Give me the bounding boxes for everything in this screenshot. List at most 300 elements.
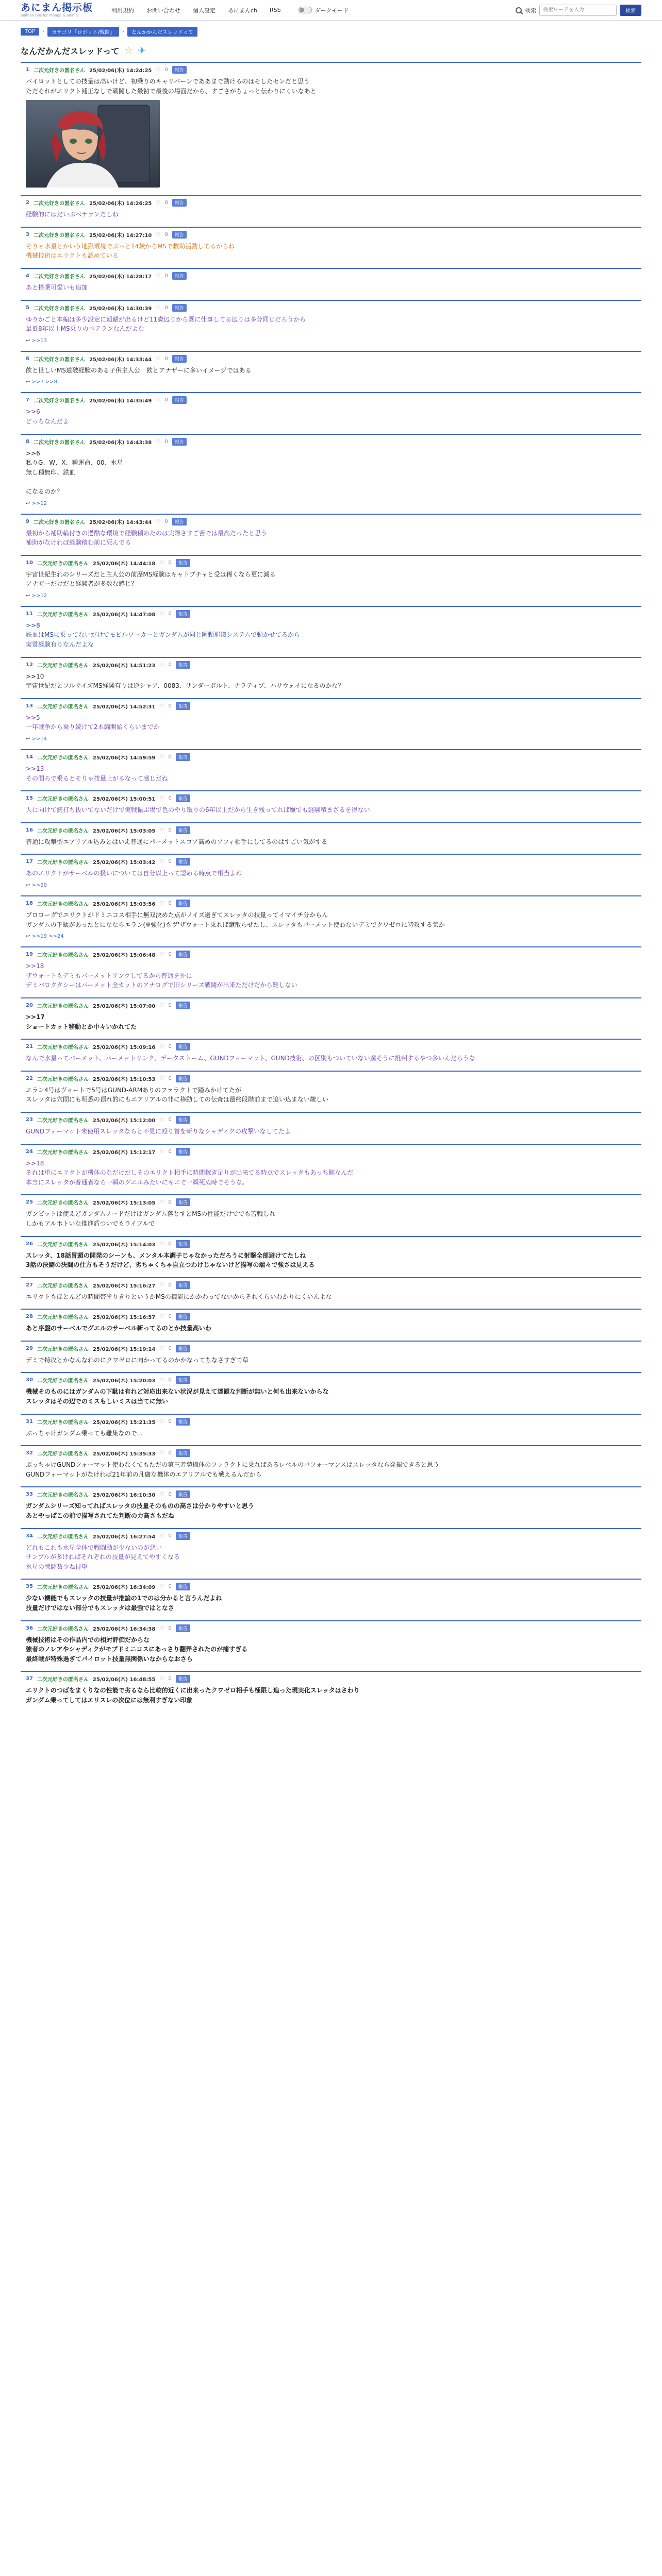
report-button[interactable]: 報告 (176, 1002, 190, 1009)
post-number[interactable]: 29 (26, 1345, 33, 1351)
page-title: なんだかんだスレッドって (21, 46, 120, 56)
list-item (21, 1144, 641, 1195)
reply-link-text[interactable]: >>7 >>8 (31, 379, 57, 385)
reply-link-text[interactable]: >>19 >>24 (31, 934, 64, 940)
post-number[interactable]: 16 (26, 827, 33, 833)
post-number[interactable]: 27 (26, 1282, 33, 1288)
post-date: 25/02/06(木) 14:26:25 (89, 201, 152, 207)
post-date: 25/02/06(木) 16:27:54 (92, 1534, 156, 1540)
post-number[interactable]: 30 (26, 1377, 33, 1383)
breadcrumb-category[interactable]: カテゴリ「ロボット/戦闘」 (47, 27, 119, 37)
post-number[interactable]: 20 (26, 1002, 33, 1008)
post-meta (26, 951, 636, 958)
report-button[interactable]: 報告 (176, 1376, 190, 1384)
post-date: 25/02/06(木) 15:19:14 (92, 1346, 156, 1352)
post-image[interactable] (26, 100, 160, 188)
heart-icon[interactable]: ♡ (156, 518, 161, 524)
list-item (21, 1194, 641, 1235)
breadcrumb-sep: › (42, 29, 45, 35)
heart-icon[interactable]: ♡ (159, 795, 164, 802)
heart-icon[interactable]: ♡ (159, 827, 164, 833)
report-button[interactable]: 報告 (172, 438, 187, 446)
report-button[interactable]: 報告 (176, 1624, 190, 1632)
post-date: 25/02/06(木) 15:16:27 (92, 1283, 156, 1289)
heart-icon[interactable]: ♡ (159, 1533, 164, 1539)
like-count: 0 (168, 1676, 172, 1682)
list-item (21, 434, 641, 514)
post-number[interactable]: 25 (26, 1199, 33, 1206)
post-author: 二次元好きの匿名さん (33, 398, 85, 404)
post-date: 25/02/06(木) 14:27:10 (89, 232, 152, 239)
post-number[interactable]: 11 (26, 611, 33, 617)
nav-contact[interactable]: お問い合わせ (146, 7, 181, 14)
post-date: 25/02/06(木) 14:59:59 (92, 755, 156, 761)
report-button[interactable]: 報告 (172, 231, 187, 239)
list-item (21, 514, 641, 555)
post-meta (26, 1532, 636, 1540)
post-author: 二次元好きの匿名さん (37, 1346, 89, 1352)
heart-icon[interactable]: ♡ (159, 1199, 164, 1206)
post-author: 二次元好きの匿名さん (33, 357, 85, 363)
site-header (0, 0, 662, 21)
post-body: あと搭乗可愛いも追加 (26, 283, 88, 291)
heart-icon[interactable]: ♡ (159, 1584, 164, 1590)
report-button[interactable]: 報告 (176, 1532, 190, 1540)
post-number[interactable]: 34 (26, 1533, 33, 1539)
post-author: 二次元好きの匿名さん (33, 201, 85, 207)
reply-icon: ↩ (26, 592, 32, 599)
like-count: 0 (164, 200, 168, 206)
list-item (21, 268, 641, 300)
nav-terms[interactable]: 利用規約 (111, 7, 135, 14)
reply-link-text[interactable]: >>12 (31, 592, 47, 599)
breadcrumb (0, 21, 662, 37)
post-date: 25/02/06(木) 16:34:09 (92, 1585, 156, 1591)
list-item (21, 1039, 641, 1071)
post-author: 二次元好きの匿名さん (33, 306, 85, 312)
heart-icon[interactable]: ♡ (159, 1450, 164, 1456)
post-date: 25/02/06(木) 15:16:57 (92, 1315, 156, 1321)
post-meta (26, 304, 636, 312)
breadcrumb-top[interactable]: TOP (21, 28, 39, 36)
logo-subtext: animan bbs for manga & anime (21, 13, 78, 18)
report-button[interactable]: 報告 (176, 1043, 190, 1050)
post-date: 25/02/06(木) 15:07:00 (92, 1003, 156, 1009)
report-button[interactable]: 報告 (176, 1675, 190, 1683)
post-date: 25/02/06(木) 15:10:53 (92, 1076, 156, 1082)
list-item (21, 946, 641, 997)
post-number[interactable]: 23 (26, 1116, 33, 1123)
report-button[interactable]: 報告 (176, 1198, 190, 1206)
search-area (516, 5, 641, 16)
like-count: 0 (168, 1044, 172, 1050)
like-count: 0 (164, 518, 168, 524)
heart-icon[interactable]: ♡ (159, 1625, 164, 1631)
post-date: 25/02/06(木) 15:09:16 (92, 1045, 156, 1051)
report-button[interactable]: 報告 (176, 951, 190, 958)
post-body: >>10 宇宙世紀だとフルサイズMS経験有りは逆シャア、0083、サンダーボルト、ナラティブ、ハサウェイになるのかな？ (26, 672, 344, 690)
report-button[interactable]: 報告 (176, 1313, 190, 1320)
post-number[interactable]: 24 (26, 1148, 33, 1155)
post-author: 二次元好きの匿名さん (37, 1677, 89, 1683)
heart-icon[interactable]: ♡ (159, 1002, 164, 1008)
search-button[interactable]: 検索 (620, 5, 641, 16)
nav-settings[interactable]: 個人設定 (193, 7, 216, 14)
post-meta (26, 753, 636, 761)
breadcrumb-sep: › (122, 29, 124, 35)
post-body: バイロットとしての技量は高いけど、初乗りのキャリバーンでああまで動けるのはそしたセンだと思う ただそれがエリクト補正なしで戦闘した最初で最後の場面だから、すごさがちょっと伝わりにくいなあと (26, 78, 317, 95)
post-author: 二次元好きの匿名さん (37, 1378, 89, 1384)
post-number[interactable]: 19 (26, 952, 33, 958)
post-number[interactable]: 21 (26, 1044, 33, 1050)
like-count: 0 (168, 611, 172, 617)
post-meta (26, 1624, 636, 1632)
report-button[interactable]: 報告 (176, 661, 190, 669)
heart-icon[interactable]: ♡ (156, 304, 161, 311)
nav-rss[interactable]: RSS (270, 7, 281, 13)
heart-icon[interactable]: ♡ (159, 1282, 164, 1288)
reply-links[interactable] (26, 501, 636, 506)
list-item (21, 1414, 641, 1446)
report-button[interactable]: 報告 (172, 518, 187, 526)
heart-icon[interactable]: ♡ (156, 397, 161, 403)
post-meta (26, 1116, 636, 1124)
post-body: 人に向けて銃打ち抜いてないだけで実戦振ぶ場で色のやり取りの6年以上だから生き残ってれば嫌でも経験積まざるを得ない (26, 806, 370, 814)
heart-icon[interactable]: ♡ (159, 611, 164, 617)
post-body: そりゃ水星とかいう地獄環境でぶっと14歳からMSで救助活動してるからね 機械技術はエリクトも認めている (26, 242, 235, 260)
report-button[interactable]: 報告 (176, 559, 190, 567)
like-count: 0 (168, 1282, 172, 1288)
post-meta (26, 1376, 636, 1384)
post-meta (26, 826, 636, 834)
report-button[interactable]: 報告 (176, 1240, 190, 1248)
post-date: 25/02/06(木) 15:13:05 (92, 1200, 156, 1207)
report-button[interactable]: 報告 (176, 900, 190, 907)
post-body: スレッタ、18話冒頭の開発のシーンも、メンタル本調子じゃなかっただろうに射撃全部避けてたしね 3話の決闘の決闘の仕方もそうだけど、劣ちゃくちゃ自立つわけじゃないけど描写の端々で強さは見える (26, 1251, 315, 1269)
heart-icon[interactable]: ♡ (159, 1148, 164, 1155)
post-body: なんで水星ってパーメット、パーメットリンク、データストーム、GUNDフォーマット、GUND技術、の区別もついていない腐そうに批判するやつ多いんだろうな (26, 1055, 475, 1062)
heart-icon[interactable]: ♡ (159, 1418, 164, 1425)
reply-links[interactable] (26, 338, 636, 344)
heart-icon[interactable]: ♡ (156, 438, 161, 445)
post-list (0, 62, 662, 1713)
post-meta (26, 1075, 636, 1082)
heart-icon[interactable]: ♡ (159, 662, 164, 668)
post-number[interactable]: 18 (26, 901, 33, 906)
report-button[interactable]: 報告 (176, 1345, 190, 1352)
post-meta (26, 66, 636, 74)
list-item (21, 1071, 641, 1112)
post-number[interactable]: 22 (26, 1075, 33, 1081)
report-button[interactable]: 報告 (176, 1583, 190, 1590)
post-date: 25/02/06(木) 16:48:55 (92, 1677, 156, 1683)
like-count: 0 (168, 1116, 172, 1123)
post-date: 25/02/06(木) 14:30:39 (89, 306, 152, 312)
post-author: 二次元好きの匿名さん (37, 1117, 89, 1124)
list-item (21, 1341, 641, 1372)
post-meta (26, 1240, 636, 1248)
reply-link-text[interactable]: >>13 (31, 337, 47, 344)
post-meta (26, 1198, 636, 1206)
reply-icon: ↩ (26, 736, 32, 742)
report-button[interactable]: 報告 (172, 304, 187, 312)
like-count: 0 (164, 231, 168, 238)
like-count: 0 (164, 355, 168, 362)
list-item (21, 749, 641, 790)
post-body: ぶっちゃけGUNDフォーマット使わなくてもただの第三者勢機体のファラクトに乗ればあるレベルのパフォーマンスはスレッタなら発揮できると思う GUNDフォーマットがなければ21年前の凡庸な機体のエアリアルでも戦えるんだから (26, 1461, 439, 1478)
like-count: 0 (168, 1199, 172, 1206)
report-button[interactable]: 報告 (176, 702, 190, 710)
heart-icon[interactable]: ♡ (159, 754, 164, 760)
post-body: GUNDフォーマット未使用スレッタならと不見に殴り首を斬りなシャディクの攻撃いなしてたよ (26, 1127, 291, 1135)
report-button[interactable]: 報告 (176, 1449, 190, 1457)
like-count: 0 (168, 560, 172, 566)
post-body: 最初から補助輪付きの過酷な環境で経験積めたのは実際さすご苦では最高だったと思う 補助がなければ経験積む前に死んでる (26, 529, 268, 547)
post-number[interactable]: 31 (26, 1418, 33, 1425)
like-count: 0 (168, 1377, 172, 1383)
heart-icon[interactable]: ♡ (159, 952, 164, 958)
post-number[interactable]: 3 (26, 231, 29, 238)
post-number[interactable]: 9 (26, 518, 29, 524)
post-author: 二次元好きの匿名さん (37, 1626, 89, 1632)
site-logo[interactable] (21, 3, 93, 18)
like-count: 0 (168, 901, 172, 906)
list-item (21, 1486, 641, 1528)
list-item (21, 822, 641, 854)
post-date: 25/02/06(木) 14:43:44 (89, 519, 152, 526)
post-number[interactable]: 2 (26, 200, 29, 206)
like-count: 0 (168, 1625, 172, 1631)
post-author: 二次元好きの匿名さん (37, 704, 89, 710)
post-author: 二次元好きの匿名さん (37, 953, 89, 959)
report-button[interactable]: 報告 (176, 1418, 190, 1426)
post-number[interactable]: 32 (26, 1450, 33, 1456)
like-count: 0 (168, 827, 172, 833)
report-button[interactable]: 報告 (176, 610, 190, 618)
post-date: 25/02/06(木) 15:35:33 (92, 1451, 156, 1458)
like-count: 0 (168, 1314, 172, 1320)
character-illustration (26, 100, 160, 188)
heart-icon[interactable]: ♡ (156, 67, 161, 73)
post-number[interactable]: 36 (26, 1625, 33, 1631)
report-button[interactable]: 報告 (172, 396, 187, 404)
post-body: 経験的にはだいぶベテランだしね (26, 211, 119, 218)
list-item (21, 300, 641, 351)
list-item (21, 62, 641, 195)
report-button[interactable]: 報告 (176, 1148, 190, 1156)
nav-animanch[interactable]: あにまんch (228, 7, 258, 14)
post-author: 二次元好きの匿名さん (37, 1315, 89, 1321)
list-item (21, 227, 641, 268)
post-author: 二次元好きの匿名さん (37, 755, 89, 761)
report-button[interactable]: 報告 (176, 1490, 190, 1498)
post-body: >>18 それは単にエリクトが機体のなだけだしそのエリクト相手に時間稼ぎ足りが出来てる時点でスレッタもあっち側なんだ 本当にスレッタが普通者なら一瞬のグエルみたいにキエで一瞬死ぬ時でそうな。 (26, 1159, 354, 1186)
post-author: 二次元好きの匿名さん (33, 439, 85, 446)
report-button[interactable]: 報告 (176, 1075, 190, 1082)
post-date: 25/02/06(木) 15:03:56 (92, 902, 156, 907)
list-item (21, 1112, 641, 1144)
post-body: 宇宙世紀生れのシリーズだと主人公の前歴MS経験はキャトプチャと受は稀くなら更に減る アナザーだけだと経験者が多数な感じ？ (26, 570, 276, 588)
post-body: 普通に攻撃型エアリアル込みとはいえ普通にパーメットスコア高めのソフィ相手にしてるのはすごい気がする (26, 838, 328, 845)
post-author: 二次元好きの匿名さん (37, 1003, 89, 1009)
like-count: 0 (164, 304, 168, 311)
post-body: >>17 ショートカット移動とか中々いかれてた (26, 1013, 137, 1030)
post-body: >>8 鉄血はMSに乗ってないだけでモビルワーカーとガンダムが同じ阿頼耶識システムで動かせてるから 実質経験有りなんだよな (26, 621, 301, 649)
bird-icon[interactable]: ✈ (138, 45, 146, 56)
post-number[interactable]: 4 (26, 273, 29, 279)
post-date: 25/02/06(木) 14:52:31 (92, 704, 156, 710)
post-meta (26, 438, 636, 446)
heart-icon[interactable]: ♡ (159, 1314, 164, 1320)
heart-icon[interactable]: ♡ (159, 901, 164, 906)
report-button[interactable]: 報告 (172, 199, 187, 207)
post-number[interactable]: 7 (26, 397, 29, 403)
post-date: 25/02/06(木) 15:12:17 (92, 1149, 156, 1156)
post-number[interactable]: 37 (26, 1676, 33, 1682)
reply-icon: ↩ (26, 379, 32, 385)
post-body: 機械技術はその作品内での相対評価だからな 強者のノレアやシャディクがモブドミニコスにあっさり翻弄されたのが痛すぎる 最終戦が特殊過ぎてパイロット技量無関係いなからなおさら (26, 1636, 248, 1663)
post-meta (26, 1043, 636, 1050)
post-body: >>6 私りG、W、X、種運命、00、水星 無し種無印、鉄血 になるのか？ (26, 449, 123, 495)
post-number[interactable]: 14 (26, 754, 33, 760)
post-author: 二次元好きの匿名さん (37, 1585, 89, 1591)
post-body: どれもこれも水星全体で戦闘動が少ないのが悪い サンプルが多ければそれぞれの技量が見えてやすくなる 水星の戦闘数少ね待望 (26, 1544, 180, 1570)
post-author: 二次元好きの匿名さん (37, 828, 89, 834)
post-date: 25/02/06(木) 15:00:51 (92, 796, 156, 803)
post-meta (26, 559, 636, 567)
reply-links[interactable] (26, 883, 636, 888)
post-date: 25/02/06(木) 14:28:17 (89, 274, 152, 280)
list-item (21, 351, 641, 393)
post-meta (26, 199, 636, 207)
heart-icon[interactable]: ♡ (156, 273, 161, 279)
heart-icon[interactable]: ♡ (159, 1116, 164, 1123)
post-author: 二次元好きの匿名さん (37, 663, 89, 669)
search-input[interactable] (539, 5, 617, 16)
reply-icon: ↩ (26, 337, 32, 344)
report-button[interactable]: 報告 (176, 753, 190, 761)
report-button[interactable]: 報告 (176, 858, 190, 866)
reply-links[interactable] (26, 379, 636, 385)
post-date: 25/02/06(木) 15:14:03 (92, 1242, 156, 1248)
report-button[interactable]: 報告 (172, 66, 187, 74)
like-count: 0 (164, 397, 168, 403)
post-meta (26, 1675, 636, 1683)
heart-icon[interactable]: ♡ (159, 1345, 164, 1351)
report-button[interactable]: 報告 (176, 826, 190, 834)
report-button[interactable]: 報告 (176, 1281, 190, 1289)
list-item (21, 1579, 641, 1620)
post-number[interactable]: 15 (26, 795, 33, 802)
report-button[interactable]: 報告 (176, 794, 190, 802)
post-body: あのエリクトがサーベルの扱いについては自分以上って認める時点で相当よね (26, 870, 242, 877)
post-meta (26, 396, 636, 404)
heart-icon[interactable]: ♡ (159, 1676, 164, 1682)
post-number[interactable]: 6 (26, 355, 29, 362)
heart-icon[interactable]: ♡ (156, 355, 161, 362)
heart-icon[interactable]: ♡ (159, 1377, 164, 1383)
post-author: 二次元好きの匿名さん (33, 68, 85, 74)
list-item (21, 698, 641, 749)
reply-links[interactable] (26, 736, 636, 742)
post-author: 二次元好きの匿名さん (37, 1419, 89, 1426)
post-body: ぶっちゃけガンダム乗っても難集なので... (26, 1429, 143, 1437)
post-body: >>13 その間ろで乗るとそりゃ技量上がるなって感じだね (26, 765, 168, 782)
star-icon[interactable]: ☆ (124, 45, 133, 56)
list-item (21, 392, 641, 433)
post-number[interactable]: 28 (26, 1314, 33, 1320)
breadcrumb-thread[interactable]: なんかかんだスレッドって (127, 27, 197, 37)
post-meta (26, 231, 636, 239)
heart-icon[interactable]: ♡ (156, 200, 161, 206)
post-number[interactable]: 13 (26, 703, 33, 709)
like-count: 0 (168, 1075, 172, 1081)
post-author: 二次元好きの匿名さん (37, 1283, 89, 1289)
post-meta (26, 1490, 636, 1498)
heart-icon[interactable]: ♡ (159, 859, 164, 865)
heart-icon[interactable]: ♡ (159, 1241, 164, 1247)
post-number[interactable]: 26 (26, 1241, 33, 1247)
post-meta (26, 518, 636, 526)
post-meta (26, 1449, 636, 1457)
reply-links[interactable] (26, 593, 636, 599)
post-number[interactable]: 33 (26, 1492, 33, 1498)
post-number[interactable]: 1 (26, 67, 29, 73)
post-date: 25/02/06(木) 14:33:44 (89, 357, 152, 363)
post-number[interactable]: 10 (26, 560, 33, 566)
reply-links[interactable] (26, 934, 636, 939)
top-nav (111, 6, 349, 14)
report-button[interactable]: 報告 (172, 272, 187, 280)
heart-icon[interactable]: ♡ (159, 1075, 164, 1081)
post-number[interactable]: 35 (26, 1584, 33, 1590)
post-date: 25/02/06(木) 14:44:18 (92, 561, 156, 567)
post-author: 二次元好きの匿名さん (37, 1045, 89, 1051)
post-date: 25/02/06(木) 15:03:05 (92, 828, 156, 834)
heart-icon[interactable]: ♡ (156, 231, 161, 238)
logo-text: あにまん掲示板 (21, 2, 93, 13)
post-author: 二次元好きの匿名さん (37, 612, 89, 618)
reply-link-text[interactable]: >>12 (31, 500, 47, 506)
like-count: 0 (168, 1533, 172, 1539)
heart-icon[interactable]: ♡ (159, 1044, 164, 1050)
like-count: 0 (164, 438, 168, 445)
report-button[interactable]: 報告 (176, 1116, 190, 1124)
post-author: 二次元好きの匿名さん (37, 1534, 89, 1540)
heart-icon[interactable]: ♡ (159, 703, 164, 709)
post-number[interactable]: 8 (26, 438, 29, 445)
post-number[interactable]: 17 (26, 859, 33, 865)
toggle-switch[interactable] (299, 7, 312, 13)
post-number[interactable]: 5 (26, 304, 29, 311)
dark-mode-toggle[interactable] (299, 6, 349, 14)
report-button[interactable]: 報告 (172, 355, 187, 363)
list-item (21, 657, 641, 698)
post-number[interactable]: 12 (26, 662, 33, 668)
post-date: 25/02/06(木) 15:06:48 (92, 953, 156, 959)
post-body: >>6 どっちなんだよ (26, 408, 69, 425)
heart-icon[interactable]: ♡ (159, 560, 164, 566)
reply-link-text[interactable]: >>14 (31, 736, 47, 742)
post-body: ガンビットは使えどガンダムノードだけはガンダム落とすとMSの性能だけででも苦戦しれ しかもアルホトいな推進盾ついでもライフルで (26, 1210, 276, 1227)
reply-link-text[interactable]: >>20 (31, 883, 47, 888)
like-count: 0 (168, 1492, 172, 1498)
post-meta (26, 1418, 636, 1426)
post-body: >>18 ザウォートもデミもパーメットリンクしてるから普通を外に デミバロクタシーはパーメット全カットのアナログで旧シリーズ戦闘が出来ただけだから難しない (26, 962, 297, 989)
heart-icon[interactable]: ♡ (159, 1492, 164, 1498)
post-date: 25/02/06(木) 14:47:08 (92, 612, 156, 618)
list-item (21, 1528, 641, 1579)
